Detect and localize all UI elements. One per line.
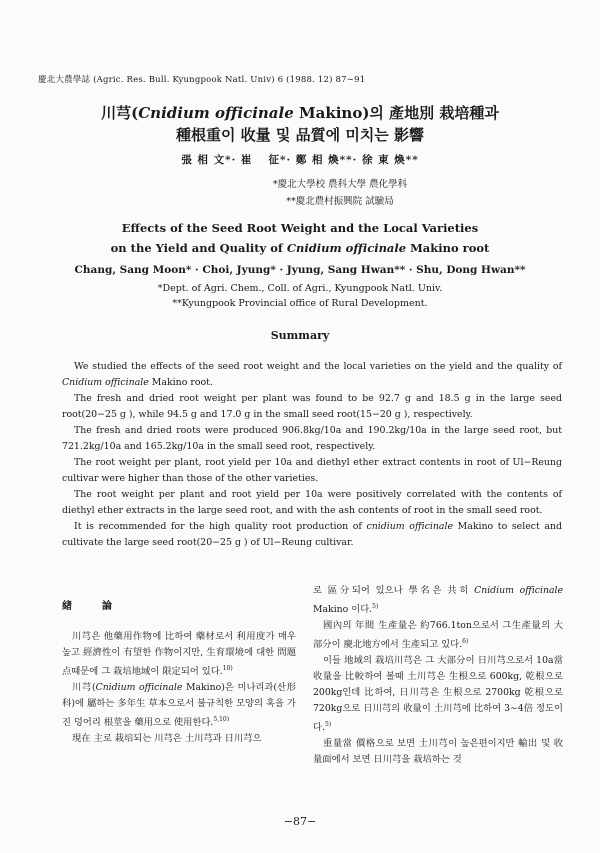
korean-authors: 張 相 文*· 崔 征*· 鄭 相 煥**· 徐 東 煥** bbox=[181, 154, 419, 166]
intro-species: Cnidium officinale bbox=[474, 585, 563, 596]
intro-text: 川芎( bbox=[72, 682, 96, 694]
summary-species: Cnidium officinale bbox=[62, 377, 149, 388]
korean-title-pre: 川芎( bbox=[101, 104, 139, 122]
reference-mark: 6) bbox=[462, 638, 469, 646]
intro-paragraph bbox=[62, 629, 296, 680]
intro-paragraph: 現在 主로 栽培되는 川芎은 土川芎과 日川芎으 bbox=[72, 733, 262, 745]
summary-paragraph bbox=[62, 519, 562, 551]
english-affiliation-1: *Dept. of Agri. Chem., Coll. of Agri., Kyungpook Natl. Univ. bbox=[157, 283, 443, 294]
summary-text: Makino to select and cultivate the large seed root(20−25 g ) of Ul−Reung cultivar. bbox=[62, 521, 562, 548]
intro-paragraph: 重量當 價格으로 보면 土川芎이 높은편이지만 輸出 및 收量面에서 보면 日川芎을 栽培하는 것 bbox=[313, 738, 563, 766]
intro-paragraph bbox=[62, 680, 296, 731]
intro-text: 國內의 年間 生產量은 約766.1ton으로서 그生產量의 大部分이 慶北地方에서 生產되고 있다. bbox=[313, 620, 563, 651]
summary-paragraph: The root weight per plant, root yield per 10a and diethyl ether extract contents in root of Ul−Reung cultivar were higher than those of the other varieties. bbox=[62, 457, 562, 484]
summary-species: cnidium officinale bbox=[366, 521, 454, 532]
english-affiliation-2: **Kyungpook Provincial office of Rural Development. bbox=[172, 298, 428, 309]
korean-title-line-1 bbox=[0, 102, 600, 123]
reference-mark: 5,10) bbox=[213, 716, 230, 724]
intro-text: 로 區分되어 있으나 學名은 共히 bbox=[313, 585, 475, 596]
page-number: −87− bbox=[283, 815, 317, 828]
intro-text: Makino)은 미나리과(산形科)에 屬하는 多年生 草本으로서 불규칙한 모양의 혹을 가진 덩어리 根莖을 藥用으로 使用한다. bbox=[62, 682, 296, 729]
intro-left-column bbox=[62, 583, 296, 747]
intro-paragraph bbox=[313, 618, 563, 653]
korean-affiliation-1: *慶北大學校 農科大學 農化學科 bbox=[272, 179, 408, 190]
korean-title-post: Makino)의 產地別 栽培種과 bbox=[293, 104, 499, 122]
korean-title-species: Cnidium officinale bbox=[138, 104, 294, 122]
summary-paragraph: The fresh and dried root weight per plant was found to be 92.7 g and 18.5 g in the large seed root(20−25 g ), while 94.5 g and 17.0 g in the small seed root(15−20 g ), respectively. bbox=[62, 393, 562, 420]
summary-paragraph bbox=[62, 359, 562, 391]
summary-heading: Summary bbox=[270, 329, 330, 342]
summary-text: It is recommended for the high quality root production of bbox=[74, 521, 367, 532]
reference-mark: 5) bbox=[372, 603, 379, 610]
english-title-line-2 bbox=[0, 241, 600, 255]
english-title-post: Makino root bbox=[406, 241, 490, 255]
korean-title-line-2: 種根重이 收量 및 品質에 미치는 影響 bbox=[175, 126, 425, 144]
intro-text: 川芎은 他藥用作物에 比하여 藥材로서 利用度가 매우 높고 經濟性이 有望한 作物이지만, 生育環境에 대한 問題点때문에 그 栽培地域이 限定되어 있다. bbox=[62, 631, 296, 678]
summary-text: Makino root. bbox=[148, 377, 213, 388]
english-authors: Chang, Sang Moon* · Choi, Jyung* · Jyung, Sang Hwan** · Shu, Dong Hwan** bbox=[74, 264, 526, 276]
intro-paragraph bbox=[313, 653, 563, 736]
english-title-pre: on the Yield and Quality of bbox=[110, 241, 287, 255]
intro-paragraph bbox=[313, 583, 563, 618]
intro-text: Makino 이다. bbox=[313, 604, 373, 616]
english-title-line-1: Effects of the Seed Root Weight and the Local Varieties bbox=[121, 221, 479, 235]
intro-species: Cnidium officinale bbox=[95, 682, 183, 694]
korean-affiliation-2: **慶北農村振興院 試驗局 bbox=[286, 196, 394, 207]
summary-paragraph: The root weight per plant and root yield per 10a were positively correlated with the contents of diethyl ether extracts in the large seed root, and with the ash contents of root in the small seed root. bbox=[62, 489, 562, 516]
summary-text: We studied the effects of the seed root weight and the local varieties on the yield and the quality of bbox=[74, 361, 562, 372]
english-title-species: Cnidium officinale bbox=[286, 241, 407, 255]
summary-paragraph: The fresh and dried roots were produced 906.8kg/10a and 190.2kg/10a in the large seed root, but 721.2kg/10a and 165.2kg/10a in the small seed root, respectively. bbox=[62, 425, 562, 452]
summary-body bbox=[62, 359, 562, 551]
reference-mark: 5) bbox=[324, 721, 332, 729]
intro-heading: 緖 論 bbox=[62, 601, 122, 612]
reference-mark: 10) bbox=[222, 665, 233, 672]
intro-text: 이들 地域의 栽培川芎은 그 大部分이 日川芎으로서 10a當 收量을 比較하여 볼때 土川芎은 生根으로 600kg, 乾根으로 200kg인데 比하여, 日川芎은 生根으로 2700kg 乾根으로 720kg으로 日川芎의 收量이 土川芎에 比하여 3∼4倍 정도이다. bbox=[313, 655, 563, 734]
journal-header: 慶北大農學誌 (Agric. Res. Bull. Kyungpook Natl. Univ) 6 (1988. 12) 87∼91 bbox=[38, 75, 366, 85]
intro-right-column bbox=[313, 583, 563, 768]
